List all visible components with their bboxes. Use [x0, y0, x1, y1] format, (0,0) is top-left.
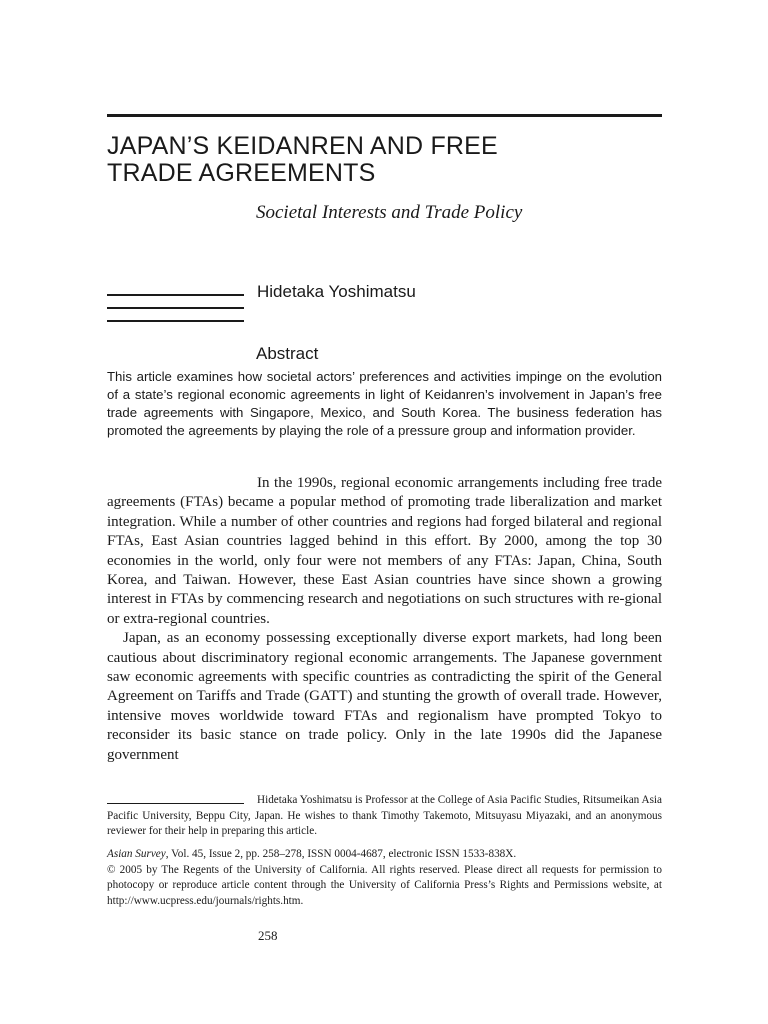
- body-paragraph-2: [107, 629, 662, 765]
- abstract-line: This article examines how societal actors’ preferences and activities impinge: [107, 369, 562, 384]
- footnote-line: Ritsumeikan Asia Pacific University, Beppu City, Japan. He wishes to thank Timothy Takemoto,: [107, 794, 662, 822]
- citation-details: , Vol. 45, Issue 2, pp. 258–278, ISSN 0004-4687, electronic ISSN 1533-838X.: [165, 848, 517, 860]
- article-subtitle: Societal Interests and Trade Policy: [256, 202, 523, 223]
- copyright-notice: [107, 863, 662, 910]
- title-line-2: TRADE AGREEMENTS: [107, 159, 376, 187]
- body-line: Japan, as an economy possessing exceptionally diverse export markets, had: [123, 630, 596, 647]
- abstract-line: South Korea. The business federation has promoted the agreements by playing: [107, 405, 662, 438]
- footnote-line: Mitsuyasu Miyazaki, and an anonymous reviewer for their help in preparing this article.: [107, 809, 663, 837]
- body-line: In the 1990s, regional economic arrangements including: [257, 475, 600, 491]
- body-line: stance on trade policy. Only in the late 1990s did the Japanese government: [107, 727, 662, 763]
- page-number: 258: [258, 928, 278, 943]
- body-line: toward FTAs and regionalism have prompted Tokyo to reconsider its basic: [107, 707, 662, 744]
- body-line: gional or extra-regional countries.: [107, 591, 662, 627]
- abstract-heading: Abstract: [256, 344, 319, 363]
- footnote-line: Hidetaka Yoshimatsu is Professor at the College of Asia Pacific Studies,: [257, 794, 580, 806]
- abstract-line: involvement in Japan’s free trade agreements with Singapore, Mexico, and: [107, 387, 662, 420]
- top-rule: [107, 114, 662, 117]
- journal-name: Asian Survey: [107, 848, 166, 860]
- body-line: Japanese government saw economic agreements with specific countries as: [107, 649, 663, 686]
- copyright-line: for permission to photocopy or reproduce article content through the University of California: [107, 863, 662, 891]
- title-line-1: JAPAN’S KEIDANREN AND FREE: [107, 132, 498, 160]
- body-line: free trade agreements (FTAs) became a popular method of promoting trade: [107, 475, 662, 511]
- body-line: However, these East Asian countries have since shown a growing interest in: [107, 572, 663, 608]
- author-rule-2: [107, 307, 244, 309]
- copyright-line: Press’s Rights and Permissions website, at http://www.ucpress.edu/journals/rights.htm.: [107, 879, 662, 907]
- abstract-line: on the evolution of a state’s regional economic agreements in light of Keidanren’s: [107, 369, 663, 402]
- body-paragraph-1: [107, 474, 662, 629]
- body-line: long been cautious about discriminatory regional economic arrangements. The: [107, 630, 662, 666]
- body-line: four were not members of any FTAs: Japan, China, South Korea, and Taiwan.: [107, 552, 663, 589]
- abstract-text: [107, 368, 662, 440]
- body-text: [107, 474, 662, 765]
- copyright-line: © 2005 by The Regents of the University of California. All rights reserved. Please direct all requests: [107, 863, 579, 876]
- author-footnote: [107, 793, 662, 840]
- citation-line: [107, 847, 662, 863]
- publication-info: [107, 847, 662, 909]
- body-line: contradicting the spirit of the General Agreement on Tariffs and Trade (GATT): [107, 669, 662, 705]
- author-rule-1: [107, 294, 244, 296]
- author-rule-3: [107, 320, 244, 322]
- body-line: liberalization and market integration. While a number of other countries and: [107, 494, 663, 530]
- article-title: [107, 133, 667, 187]
- body-line: and stunting the growth of overall trade. However, intensive moves worldwide: [107, 688, 663, 724]
- abstract-line: the role of a pressure group and information provider.: [324, 423, 636, 438]
- body-line: FTAs by commencing research and negotiations on such structures with re-: [170, 591, 625, 608]
- body-line: behind in this effort. By 2000, among the top 30 economies in the world, only: [107, 533, 663, 569]
- body-line: regions had forged bilateral and regional FTAs, East Asian countries lagged: [107, 513, 662, 550]
- author-name: Hidetaka Yoshimatsu: [257, 282, 416, 301]
